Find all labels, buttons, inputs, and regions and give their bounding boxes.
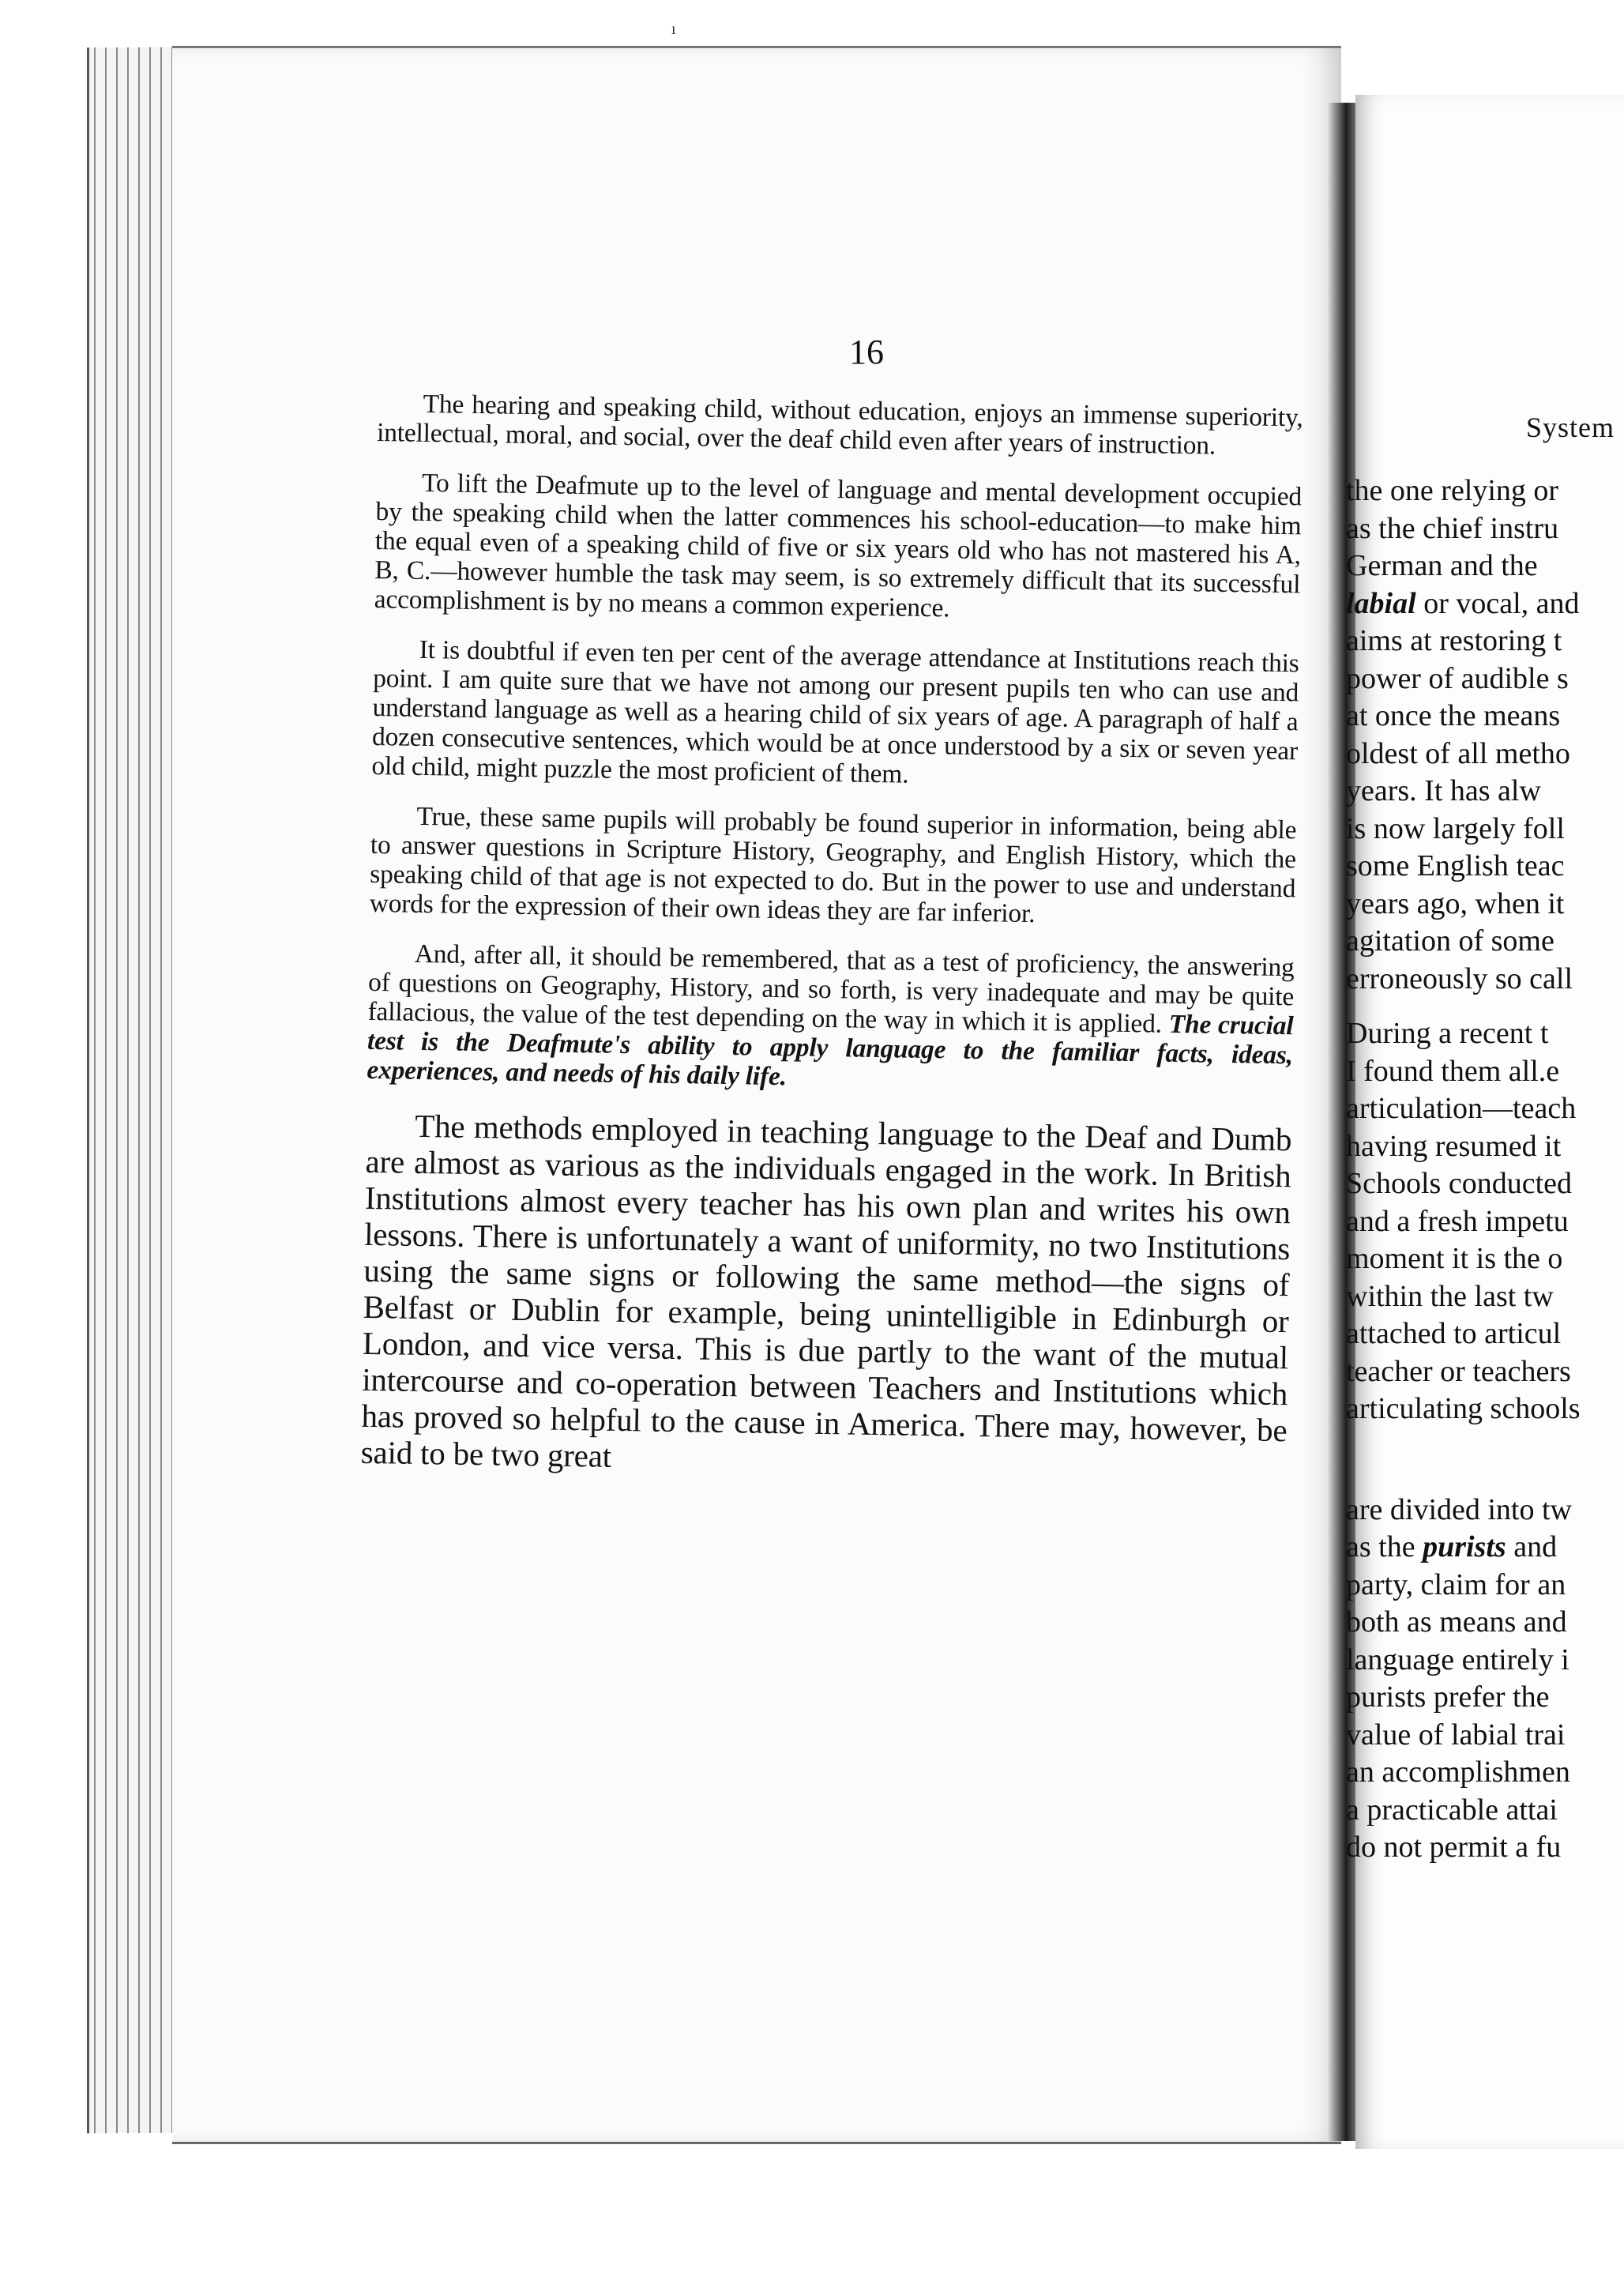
right-line: within the last tw [1346,1279,1554,1313]
right-line: German and the [1346,549,1538,582]
right-line: an accomplishmen [1346,1755,1570,1789]
right-line: agitation of some [1346,924,1554,958]
right-line: During a recent t [1346,1017,1549,1050]
right-line: language entirely i [1346,1642,1569,1676]
paragraph-6: The methods employed in teaching language to the Deaf and Dumb are almost as various as the individuals engaged in the work. In British Institutions almost every teacher has his own plan and writes his own lessons. There is unfortunately a want of uniformity, no two Institutions using the same signs or following the same method—the signs of Belfast or Dublin for example, being unintelligible in Edinburgh or London, and vice versa. This is due partly to the want of the mutual intercourse and co-operation between Teachers and Institutions which has proved so helpful to the cause in America. There may, however, be said to be two great [360,1107,1292,1474]
right-line: aims at restoring t [1346,624,1562,657]
purists-italic: purists [1423,1530,1506,1563]
right-line: years ago, when it [1346,886,1565,920]
right-line: a practicable attai [1346,1793,1558,1827]
right-line: and a fresh impetu [1346,1204,1569,1238]
right-line: years. It has alw [1346,774,1541,807]
right-line: are divided into tw [1346,1492,1572,1526]
right-line: attached to articul [1346,1317,1562,1350]
right-line: articulation—teach [1346,1092,1577,1125]
crucial-test-italic: The crucial test is the Deafmute's ability to apply language to the familiar facts, ideas, experiences, and needs of his daily life. [367,1009,1294,1092]
right-line: I found them all.e [1346,1054,1560,1088]
right-line: articulating schools [1346,1392,1581,1425]
paragraph-1: The hearing and speaking child, without education, enjoys an immense superiority, intellectual, moral, and social, over the deaf child even after years of instruction. [376,389,1303,461]
right-line: the one relying or [1346,474,1559,507]
right-line [1346,585,1624,623]
right-line [1346,1529,1624,1567]
right-page-header: System [1526,412,1615,443]
right-line: purists prefer the [1346,1680,1550,1714]
right-line: party, claim for an [1346,1567,1566,1601]
paragraph-3: It is doubtful if even ten per cent of the average attendance at Institutions reach this point. I am quite sure that we have not among our present pupils ten who can use and understand language as well as a hearing child of six years of age. A paragraph of half a dozen consecutive sentences, which would be at once understood by a six or seven year old child, might puzzle the most proficient of them. [371,634,1299,789]
paragraph-5 [367,939,1295,1099]
right-line-start: as the [1346,1530,1423,1563]
right-line: some English teac [1346,849,1565,882]
right-line: having resumed it [1346,1129,1562,1163]
right-line: oldest of all metho [1346,736,1570,770]
labial-italic: labial [1346,586,1416,620]
right-line: power of audible s [1346,661,1569,695]
right-line: moment it is the o [1346,1242,1563,1275]
left-page-text [360,389,1303,1505]
right-line: both as means and [1346,1605,1567,1639]
right-line: is now largely foll [1346,811,1565,845]
right-page-text [1346,472,1624,1867]
right-line: Schools conducted [1346,1167,1573,1200]
right-line: do not permit a fu [1346,1831,1562,1864]
paragraph-5-text: And, after all, it should be remembered, that as a test of proficiency, the answering of questions on Geography, History, and so forth, is very inadequate and may be quite fallacious, the value of the test depending on the way in which it is applied. [367,939,1295,1039]
right-line-rest: and [1506,1530,1558,1563]
right-line: as the chief instru [1346,511,1559,545]
page-edge-stack [87,47,184,2134]
right-line: value of labial trai [1346,1718,1566,1752]
right-line: erroneously so call [1346,961,1573,995]
right-line: at once the means [1346,699,1561,732]
paragraph-2: To lift the Deafmute up to the level of language and mental development occupied by the speaking child when the latter commences his school-education—to make him the equal even of a speaking child of five or six years old who has not mastered his A, B, C.—however humble the task may seem, is so extremely difficult that its successful accomplishment is by no means a common experience. [374,468,1303,623]
top-mark: ı [671,21,676,38]
page-number: 16 [849,333,884,371]
right-line: teacher or teachers [1346,1354,1571,1388]
right-line-rest: or vocal, and [1415,586,1580,620]
paragraph-4: True, these same pupils will probably be found superior in information, being able to answer questions in Scripture History, Geography, and English History, which the speaking child of that age is not expected to do. But in the power to use and understand words for the expression of their own ideas they are far inferior. [369,801,1297,929]
